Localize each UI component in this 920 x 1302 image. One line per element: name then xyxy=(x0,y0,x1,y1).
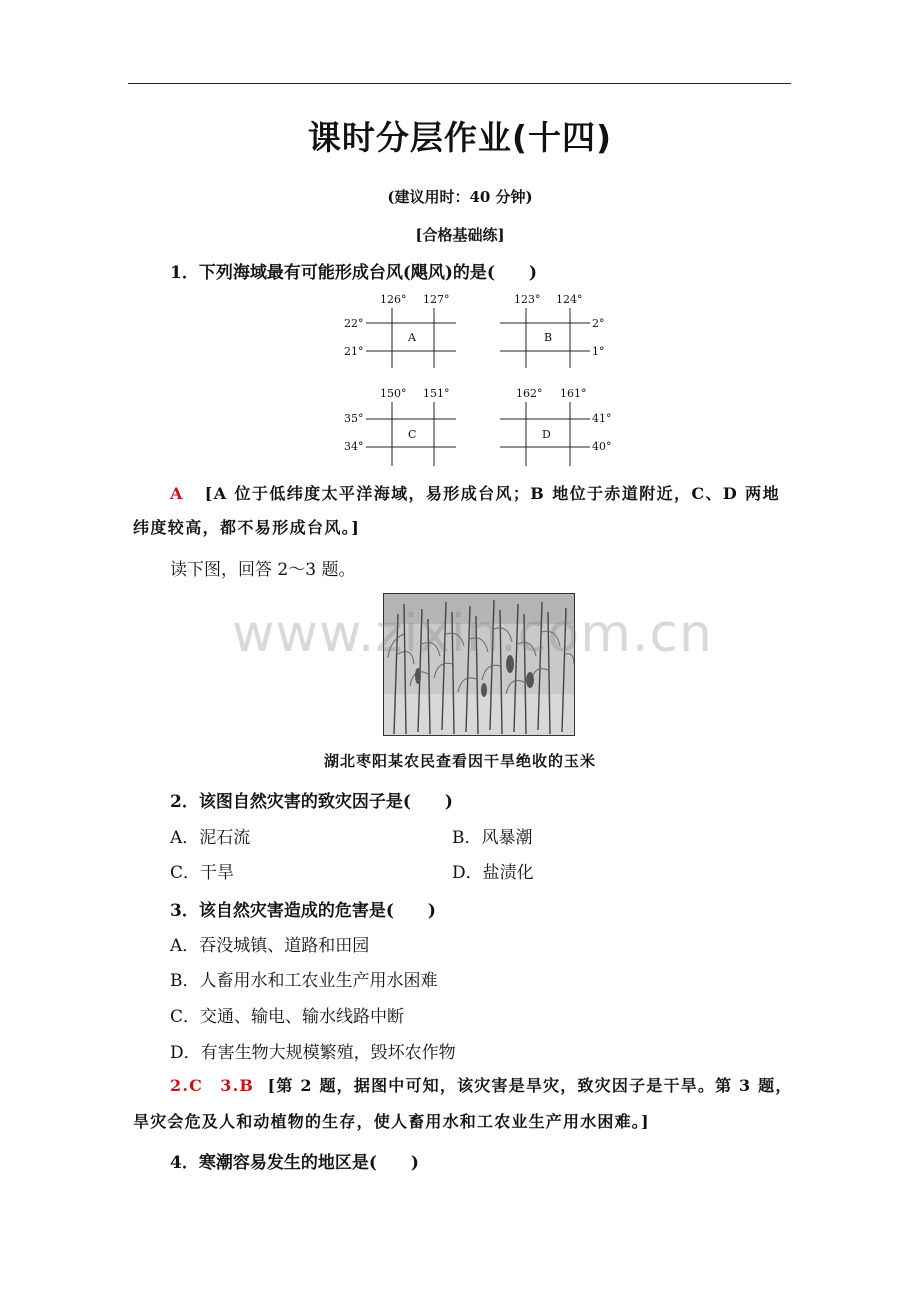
question-1-stem: 1．下列海域最有可能形成台风(飓风)的是( ) xyxy=(170,263,538,283)
grid-a xyxy=(340,290,470,370)
q23-explain-2: 旱灾会危及人和动植物的生存，使人畜用水和工农业生产用水困难。] xyxy=(133,1112,650,1131)
read-prompt: 读下图，回答 2～3 题。 xyxy=(170,560,356,580)
grid-d-lon2: 161° xyxy=(560,387,587,400)
grid-c-lat1: 35° xyxy=(344,412,364,425)
grid-c-lon2: 151° xyxy=(423,387,450,400)
grid-b-lon1: 123° xyxy=(514,293,541,306)
q3-option-a: A．吞没城镇、道路和田园 xyxy=(170,936,370,956)
grid-d-lon1: 162° xyxy=(516,387,543,400)
grid-b-lon2: 124° xyxy=(556,293,583,306)
grid-c xyxy=(340,384,470,468)
q3-option-b: B．人畜用水和工农业生产用水困难 xyxy=(170,971,438,991)
grid-a-lon2: 127° xyxy=(423,293,450,306)
grid-a-lon1: 126° xyxy=(380,293,407,306)
q2-option-c: C．干旱 xyxy=(170,863,235,883)
grid-c-lat2: 34° xyxy=(344,440,364,453)
grid-a-lat1: 22° xyxy=(344,317,364,330)
grid-b-label: B xyxy=(544,331,553,344)
grid-d-lat2: 40° xyxy=(592,440,612,453)
q3-option-d: D．有害生物大规模繁殖，毁坏农作物 xyxy=(170,1043,456,1063)
grid-c-label: C xyxy=(408,428,417,441)
grid-b xyxy=(498,290,628,370)
question-3-stem: 3．该自然灾害造成的危害是( ) xyxy=(170,901,436,921)
section-heading: [合格基础练] xyxy=(415,226,505,244)
time-hint: (建议用时：40 分钟) xyxy=(387,188,533,206)
q2-option-a: A．泥石流 xyxy=(170,828,251,848)
grid-c-lon1: 150° xyxy=(380,387,407,400)
drought-corn-photo xyxy=(383,593,575,736)
top-rule xyxy=(128,83,791,84)
grid-d-label: D xyxy=(542,428,551,441)
q2-option-b: B．风暴潮 xyxy=(452,828,533,848)
q1-explain-2: 纬度较高，都不易形成台风。] xyxy=(133,518,361,537)
grid-b-lat2: 1° xyxy=(592,345,605,358)
grid-d-lat1: 41° xyxy=(592,412,612,425)
grid-b-lat1: 2° xyxy=(592,317,605,330)
question-4-stem: 4．寒潮容易发生的地区是( ) xyxy=(170,1153,419,1173)
watermark: www.zixin.com.cn xyxy=(232,604,713,664)
q3-option-c: C．交通、输电、输水线路中断 xyxy=(170,1007,405,1027)
q1-explain-1: [A 位于低纬度太平洋海域，易形成台风；B 地位于赤道附近，C、D 两地 xyxy=(204,484,780,503)
grid-a-lat2: 21° xyxy=(344,345,364,358)
photo-caption: 湖北枣阳某农民查看因干旱绝收的玉米 xyxy=(323,752,596,770)
q2-option-d: D．盐渍化 xyxy=(452,863,534,883)
q1-answer-line1 xyxy=(170,478,780,510)
grid-d xyxy=(498,384,628,468)
q1-answer: A xyxy=(170,484,184,503)
grid-a-label: A xyxy=(408,331,416,344)
q23-answer-line1 xyxy=(170,1070,793,1102)
page-title: 课时分层作业(十四) xyxy=(307,118,613,157)
q23-answer: 2.C 3.B xyxy=(170,1076,255,1095)
q23-explain-1: [第 2 题，据图中可知，该灾害是旱灾，致灾因子是干旱。第 3 题， xyxy=(267,1076,793,1095)
question-2-stem: 2．该图自然灾害的致灾因子是( ) xyxy=(170,792,453,812)
